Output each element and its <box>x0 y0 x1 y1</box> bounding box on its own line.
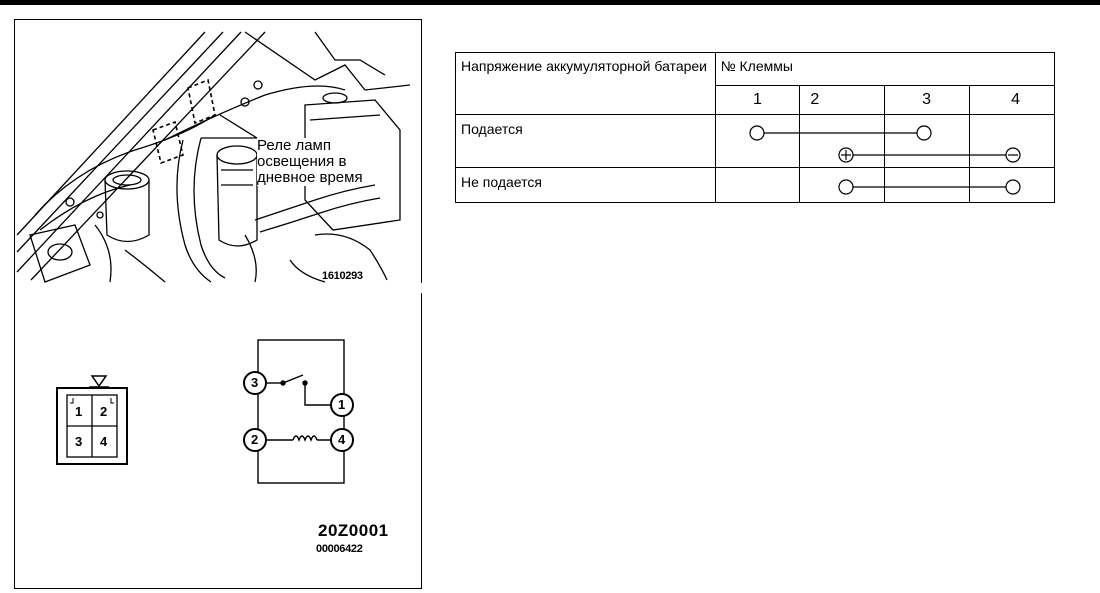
row-label-applied: Подается <box>456 115 716 168</box>
terminal-header-1: 1 <box>715 86 800 115</box>
engine-bay-illustration <box>15 20 423 590</box>
photo-code: 1610293 <box>322 270 363 282</box>
relay-label <box>257 138 363 186</box>
schematic-terminal-1: 1 <box>338 397 346 412</box>
relay-schematic <box>244 340 353 483</box>
connector-pin-2: 2 <box>100 404 108 419</box>
connector-pin-1: 1 <box>75 404 83 419</box>
relay-label-line-1: Реле ламп <box>257 137 331 154</box>
schematic-terminal-4: 4 <box>338 432 346 447</box>
relay-check-table <box>455 52 1055 203</box>
connector-face-diagram <box>57 376 127 464</box>
schematic-terminal-3: 3 <box>251 375 259 390</box>
top-border-bar <box>0 0 1100 5</box>
schematic-terminal-2: 2 <box>251 432 259 447</box>
terminal-header-3: 3 <box>885 86 970 115</box>
row-label-not-applied: Не подается <box>456 168 716 203</box>
relay-label-line-2: освещения в <box>257 153 347 170</box>
diagram-number: 00006422 <box>316 543 363 555</box>
connector-pin-4: 4 <box>100 434 108 449</box>
connector-pin-3: 3 <box>75 434 83 449</box>
diagram-code: 20Z0001 <box>318 521 389 540</box>
header-terminal-number: № Клеммы <box>715 53 1054 86</box>
header-battery-voltage: Напряжение аккумуляторной батареи <box>456 53 716 115</box>
relay-label-line-3: дневное время <box>257 169 363 186</box>
terminal-header-2: 2 <box>800 86 885 115</box>
figure-panel <box>14 19 422 589</box>
terminal-header-4: 4 <box>970 86 1055 115</box>
